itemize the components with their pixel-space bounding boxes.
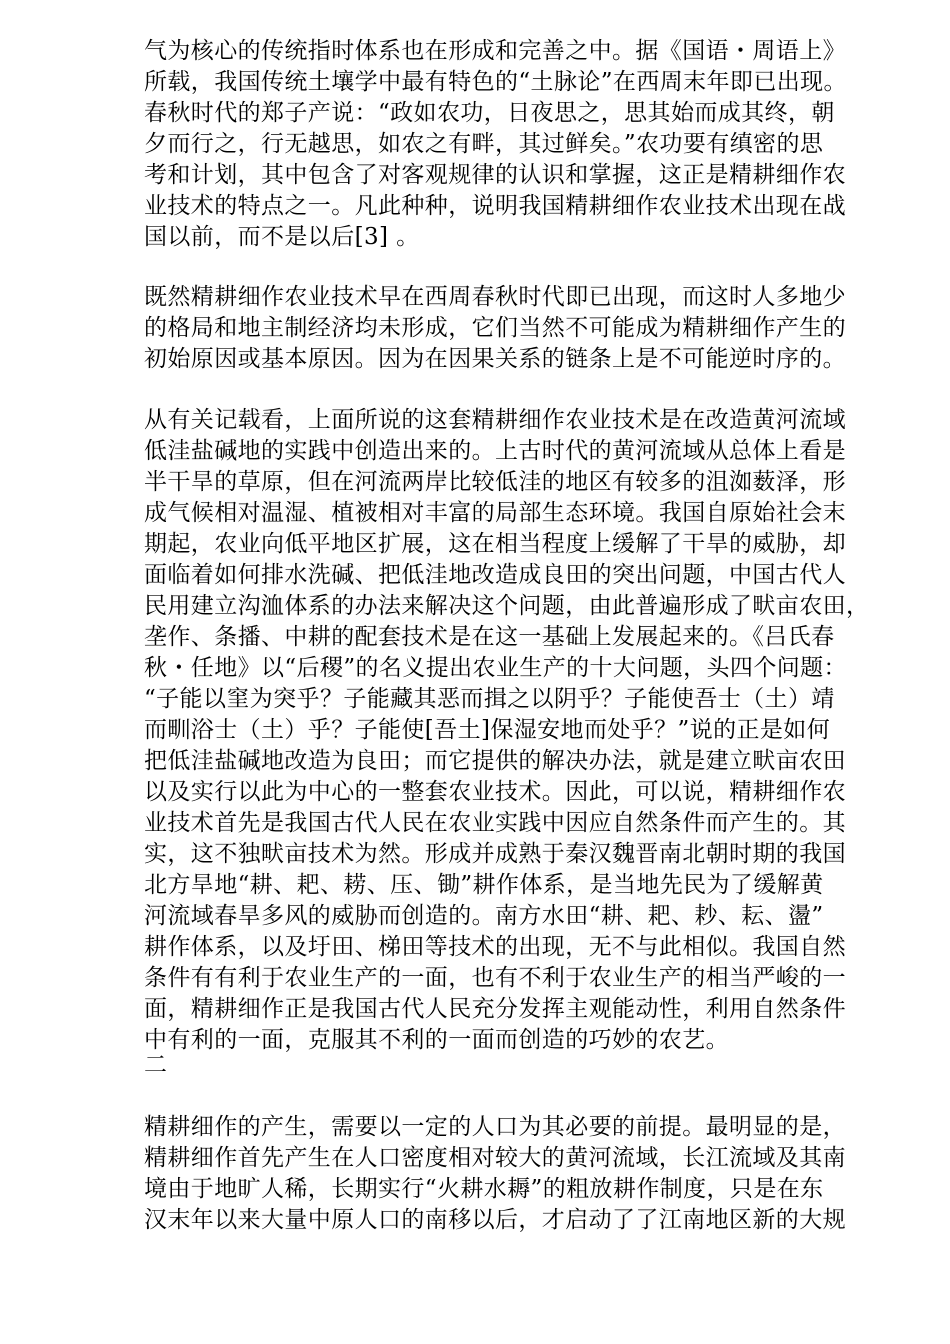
- paragraph-line: 北方旱地“耕、耙、耢、压、锄”耕作体系，是当地先民为了缓解黄: [144, 872, 824, 898]
- paragraph-line: 成气候相对温湿、植被相对丰富的局部生态环境。我国自原始社会末: [144, 500, 846, 526]
- paragraph-line: 春秋时代的郑子产说：“政如农功，日夜思之，思其始而成其终，朝: [144, 100, 835, 126]
- paragraph-line: 业技术首先是我国古代人民在农业实践中因应自然条件而产生的。其: [144, 810, 846, 836]
- paragraph-line: 既然精耕细作农业技术早在西周春秋时代即已出现，而这时人多地少: [144, 284, 846, 310]
- paragraph-line: 境由于地旷人稀，长期实行“火耕水耨”的粗放耕作制度，只是在东: [144, 1176, 824, 1202]
- paragraph-line: 所载，我国传统土壤学中最有特色的“土脉论”在西周末年即已出现。: [144, 69, 847, 95]
- paragraph-line: 垄作、条播、中耕的配套技术是在这一基础上发展起来的。《吕氏春: [144, 624, 835, 650]
- paragraph-line: 中有利的一面，克服其不利的一面而创造的巧妙的农艺。: [144, 1027, 729, 1053]
- paragraph-3: [144, 405, 870, 1056]
- paragraph-line: 业技术的特点之一。凡此种种，说明我国精耕细作农业技术出现在战: [144, 193, 846, 219]
- section-heading: [144, 1050, 864, 1081]
- paragraph-line: 耕作体系，以及圩田、梯田等技术的出现，无不与此相似。我国自然: [144, 934, 846, 960]
- paragraph-1: [144, 36, 864, 253]
- paragraph-line: 精耕细作首先产生在人口密度相对较大的黄河流域，长江流域及其南: [144, 1145, 846, 1171]
- paragraph-4: [144, 1112, 864, 1236]
- paragraph-line: 把低洼盐碱地改造为良田；而它提供的解决办法，就是建立畎亩农田: [144, 748, 846, 774]
- paragraph-line: 民用建立沟洫体系的办法来解决这个问题，由此普遍形成了畎亩农田，: [144, 593, 870, 619]
- paragraph-line: 秋・任地》以“后稷”的名义提出农业生产的十大问题，头四个问题：: [144, 655, 847, 681]
- paragraph-line: 面临着如何排水洗碱、把低洼地改造成良田的突出问题，中国古代人: [144, 562, 846, 588]
- paragraph-line: 汉末年以来大量中原人口的南移以后，才启动了了江南地区新的大规: [144, 1207, 846, 1233]
- paragraph-line: 实，这不独畎亩技术为然。形成并成熟于秦汉魏晋南北朝时期的我国: [144, 841, 846, 867]
- paragraph-2: [144, 282, 864, 375]
- paragraph-line: 气为核心的传统指时体系也在形成和完善之中。据《国语・周语上》: [144, 38, 846, 64]
- paragraph-line: 面，精耕细作正是我国古代人民充分发挥主观能动性，利用自然条件: [144, 996, 846, 1022]
- paragraph-line: 考和计划，其中包含了对客观规律的认识和掌握，这正是精耕细作农: [144, 162, 846, 188]
- paragraph-line: 初始原因或基本原因。因为在因果关系的链条上是不可能逆时序的。: [144, 346, 846, 372]
- paragraph-line: “子能以窐为突乎？子能藏其恶而揖之以阴乎？子能使吾士（土）靖: [144, 686, 835, 712]
- paragraph-line: 半干旱的草原，但在河流两岸比较低洼的地区有较多的沮洳薮泽，形: [144, 469, 846, 495]
- paragraph-line: 精耕细作的产生，需要以一定的人口为其必要的前提。最明显的是，: [144, 1114, 846, 1140]
- paragraph-line: 期起，农业向低平地区扩展，这在相当程度上缓解了干旱的威胁，却: [144, 531, 846, 557]
- paragraph-line: 低洼盐碱地的实践中创造出来的。上古时代的黄河流域从总体上看是: [144, 438, 846, 464]
- section-heading-text: 二: [144, 1052, 168, 1078]
- paragraph-line: 以及实行以此为中心的一整套农业技术。因此，可以说，精耕细作农: [144, 779, 846, 805]
- paragraph-line: 而甽浴士（土）乎？子能使[吾土]保湿安地而处乎？”说的正是如何: [144, 717, 831, 743]
- paragraph-line: 河流域春旱多风的威胁而创造的。南方水田“耕、耙、耖、耘、盪”: [144, 903, 824, 929]
- paragraph-line: 的格局和地主制经济均未形成，它们当然不可能成为精耕细作产生的: [144, 315, 846, 341]
- paragraph-line: 条件有有利于农业生产的一面，也有不利于农业生产的相当严峻的一: [144, 965, 846, 991]
- paragraph-line: 国以前，而不是以后[3] 。: [144, 224, 420, 250]
- paragraph-line: 夕而行之，行无越思，如农之有畔，其过鲜矣。”农功要有缜密的思: [144, 131, 824, 157]
- paragraph-line: 从有关记载看，上面所说的这套精耕细作农业技术是在改造黄河流域: [144, 407, 846, 433]
